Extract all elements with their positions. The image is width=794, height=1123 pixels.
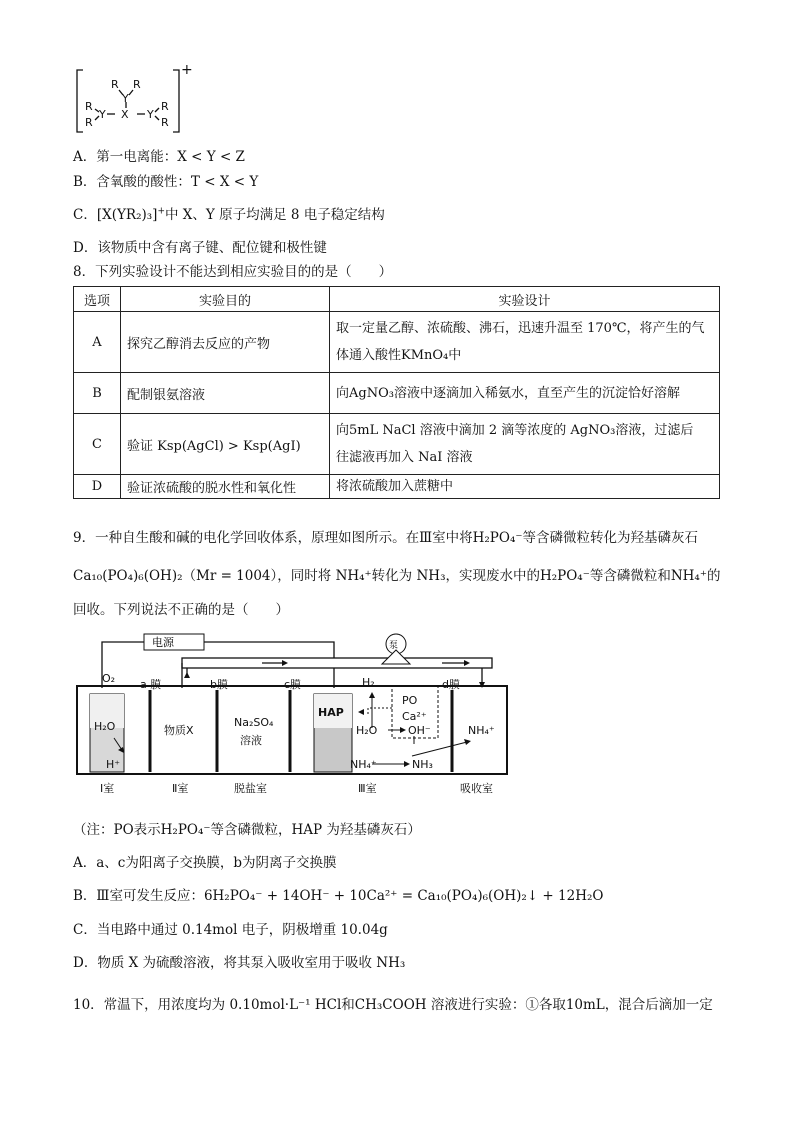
q8-stem: 8．下列实验设计不能达到相应实验目的的是（ ） — [73, 264, 393, 280]
q7-option-c — [73, 205, 385, 225]
q7-option-b: B．含氧酸的酸性：T < X < Y — [73, 174, 259, 190]
q9-stem-line-1: 9．一种自生酸和碱的电化学回收体系，原理如图所示。在Ⅲ室中将H₂PO₄⁻等含磷微粒转化为羟基磷灰石 — [73, 530, 698, 546]
q7-option-c-text: 中 X、Y 原子均满足 8 电子稳定结构 — [164, 207, 385, 223]
room-3-label: Ⅲ室 — [358, 782, 377, 795]
q9-option-a: A．a、c为阳离子交换膜，b为阴离子交换膜 — [73, 855, 337, 871]
row-design-line-1: 将浓硫酸加入蔗糖中 — [336, 478, 454, 494]
absorb-room-label: 吸收室 — [460, 782, 493, 795]
atom-r-top-left: R — [111, 78, 119, 91]
atom-r-right-2: R — [161, 116, 169, 129]
q7-option-d: D．该物质中含有离子键、配位键和极性键 — [73, 240, 327, 256]
q9-option-c: C．当电路中通过 0.14mol 电子，阴极增重 10.04g — [73, 922, 388, 938]
table-header-row — [74, 287, 720, 312]
q7-option-c-charge: + — [157, 206, 165, 217]
table-row — [74, 373, 720, 414]
desalt-room-label: 脱盐室 — [234, 782, 267, 795]
hap-label: HAP — [318, 706, 344, 719]
atom-r-right-1: R — [161, 100, 169, 113]
h2o-room1-label: H₂O — [94, 720, 116, 733]
ca-label: Ca²⁺ — [402, 710, 427, 723]
row-design-line-2: 往滤液再加入 NaI 溶液 — [336, 450, 473, 465]
h-plus-label: H⁺ — [106, 758, 121, 771]
atom-y-left: Y — [99, 108, 106, 121]
atom-y-top: Y — [122, 92, 129, 105]
row-design-line-1: 取一定量乙醇、浓硫酸、沸石，迅速升温至 170℃，将产生的气 — [336, 321, 705, 336]
row-goal: 验证浓硫酸的脱水性和氧化性 — [121, 475, 330, 499]
membrane-b-label: b膜 — [210, 678, 228, 691]
h2o-room3-label: H₂O — [356, 724, 378, 737]
table-row — [74, 312, 720, 373]
row-option: B — [74, 373, 121, 414]
complex-structure — [73, 62, 203, 140]
membrane-d-label: d膜 — [442, 678, 460, 691]
nh4-in-label: NH₄⁺ — [350, 758, 377, 771]
row-goal: 配制银氨溶液 — [121, 373, 330, 414]
row-design-line-1: 向AgNO₃溶液中逐滴加入稀氨水，直至产生的沉淀恰好溶解 — [336, 385, 680, 401]
po-label: PO — [402, 694, 418, 707]
room-1-label: Ⅰ室 — [100, 782, 115, 795]
row-option: C — [74, 414, 121, 475]
pump-label: 泵 — [389, 641, 399, 651]
header-option: 选项 — [74, 287, 121, 312]
row-design — [330, 475, 720, 499]
h2-label: H₂ — [362, 676, 375, 689]
q9-note: （注：PO表示H₂PO₄⁻等含磷微粒，HAP 为羟基磷灰石） — [73, 822, 421, 838]
row-design — [330, 373, 720, 414]
atom-y-right: Y — [147, 108, 154, 121]
nh3-label: NH₃ — [412, 758, 433, 771]
table-row — [74, 475, 720, 499]
membrane-c-label: c膜 — [284, 678, 302, 691]
table-row — [74, 414, 720, 475]
q7-option-c-formula: [X(YR₂)₃] — [96, 207, 158, 223]
row-design — [330, 414, 720, 475]
power-supply-label: 电源 — [152, 636, 174, 649]
substance-x-label: 物质X — [164, 724, 194, 737]
atom-x-center: X — [121, 108, 129, 121]
ion-charge: + — [181, 62, 193, 78]
q9-stem-line-3: 回收。下列说法不正确的是（ ） — [73, 602, 289, 618]
na2so4-label: Na₂SO₄ — [234, 716, 274, 729]
q10-stem: 10．常温下，用浓度均为 0.10mol·L⁻¹ HCl和CH₃COOH 溶液进行实验：①各取10mL，混合后滴加一定 — [73, 997, 713, 1013]
q8-table — [73, 286, 720, 499]
membrane-a-label: a 膜 — [140, 678, 162, 691]
row-design-line-2: 体通入酸性KMnO₄中 — [336, 348, 462, 363]
header-goal: 实验目的 — [121, 287, 330, 312]
q7-option-a: A．第一电离能：X < Y < Z — [73, 149, 245, 165]
row-goal: 探究乙醇消去反应的产物 — [121, 312, 330, 373]
solution-label: 溶液 — [240, 734, 262, 747]
q9-stem-line-2: Ca₁₀(PO₄)₆(OH)₂（Mr = 1004），同时将 NH₄⁺转化为 NH₃，实现废水中的H₂PO₄⁻等含磷微粒和NH₄⁺的 — [73, 568, 721, 584]
atom-r-top-right: R — [133, 78, 141, 91]
electrochemical-diagram — [72, 630, 512, 802]
q7-option-c-prefix: C． — [73, 207, 97, 223]
nh4-out-label: NH₄⁺ — [468, 724, 495, 737]
oh-label: OH⁻ — [408, 724, 431, 737]
header-design: 实验设计 — [330, 287, 720, 312]
q9-option-d: D．物质 X 为硫酸溶液，将其泵入吸收室用于吸收 NH₃ — [73, 955, 406, 971]
row-option: A — [74, 312, 121, 373]
atom-r-left-1: R — [85, 100, 93, 113]
atom-r-left-2: R — [85, 116, 93, 129]
room-2-label: Ⅱ室 — [172, 782, 189, 795]
row-option: D — [74, 475, 121, 499]
row-goal: 验证 Ksp(AgCl) > Ksp(AgI) — [121, 414, 330, 475]
o2-label: O₂ — [102, 672, 116, 685]
q9-option-b: B．Ⅲ室可发生反应：6H₂PO₄⁻ + 14OH⁻ + 10Ca²⁺ = Ca₁₀(PO₄)₆(OH)₂↓ + 12H₂O — [73, 888, 604, 904]
row-design-line-1: 向5mL NaCl 溶液中滴加 2 滴等浓度的 AgNO₃溶液，过滤后 — [336, 423, 694, 438]
row-design — [330, 312, 720, 373]
